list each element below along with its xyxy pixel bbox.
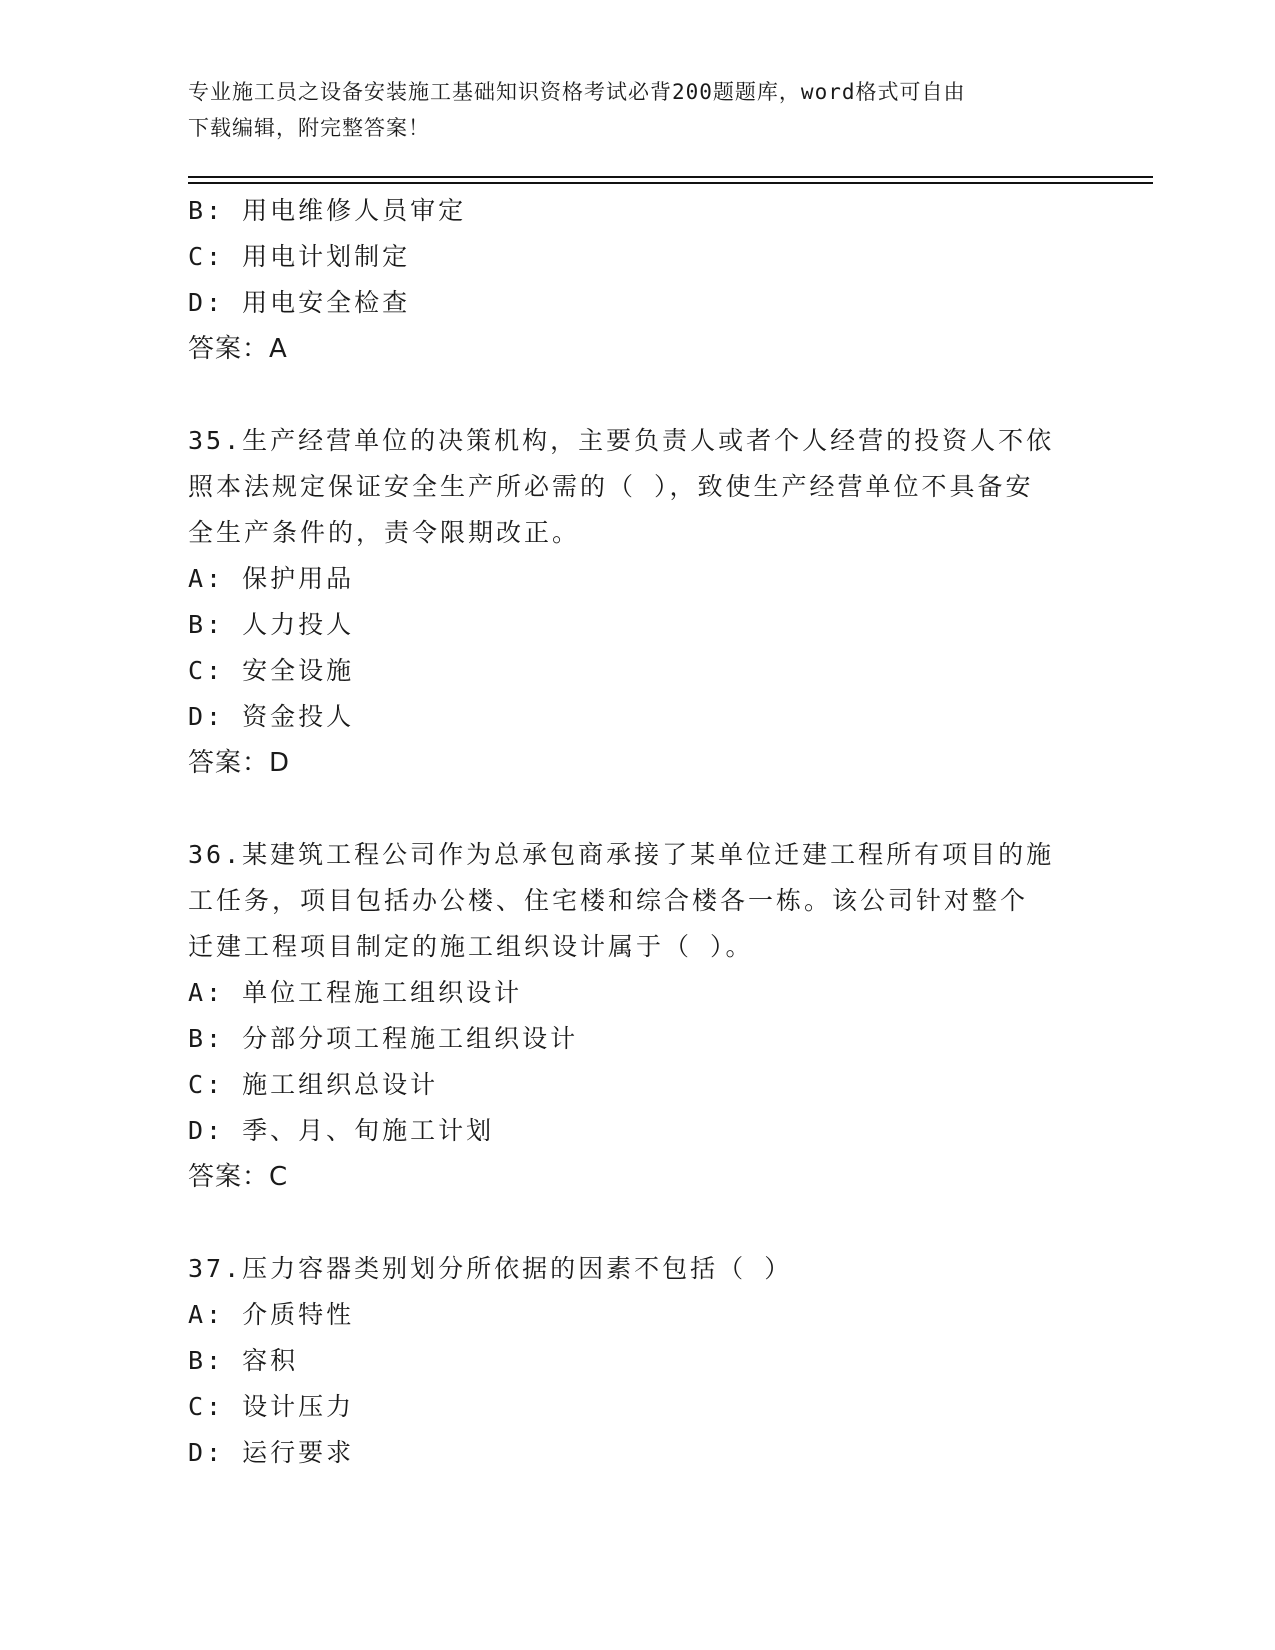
option-c: C: 安全设施	[188, 656, 355, 685]
option-b: B: 分部分项工程施工组织设计	[188, 1024, 579, 1053]
header-rule-top	[188, 176, 1153, 178]
option-d: D: 用电安全检查	[188, 288, 411, 317]
question-36	[188, 832, 1088, 1200]
option-b: B: 人力投人	[188, 610, 355, 639]
option-d: D: 运行要求	[188, 1438, 355, 1467]
header-line-2: 下载编辑，附完整答案！	[188, 116, 430, 140]
option-a: A: 保护用品	[188, 564, 355, 593]
option-d: D: 资金投人	[188, 702, 355, 731]
header-rule-bottom	[188, 182, 1153, 184]
question-stem-line: 37.压力容器类别划分所依据的因素不包括（ ）	[188, 1254, 793, 1283]
option-c: C: 设计压力	[188, 1392, 355, 1421]
question-stem-line: 35.生产经营单位的决策机构，主要负责人或者个人经营的投资人不依	[188, 426, 1055, 455]
question-content	[188, 188, 1088, 1476]
option-d: D: 季、月、旬施工计划	[188, 1116, 495, 1145]
answer-line: 答案：D	[188, 748, 291, 778]
question-stem-line: 迁建工程项目制定的施工组织设计属于（ ）。	[188, 932, 754, 961]
question-stem-line: 照本法规定保证安全生产所必需的（ ），致使生产经营单位不具备安	[188, 472, 1034, 501]
document-header	[188, 74, 1068, 146]
header-line-1: 专业施工员之设备安装施工基础知识资格考试必背200题题库，word格式可自由	[188, 80, 966, 104]
question-stem-line: 全生产条件的，责令限期改正。	[188, 518, 581, 547]
option-c: C: 用电计划制定	[188, 242, 411, 271]
option-a: A: 单位工程施工组织设计	[188, 978, 523, 1007]
option-a: A: 介质特性	[188, 1300, 355, 1329]
question-stem-line: 工任务，项目包括办公楼、住宅楼和综合楼各一栋。该公司针对整个	[188, 886, 1029, 915]
option-c: C: 施工组织总设计	[188, 1070, 439, 1099]
question-stem-line: 36.某建筑工程公司作为总承包商承接了某单位迁建工程所有项目的施	[188, 840, 1055, 869]
carryover-block	[188, 188, 1088, 372]
question-35	[188, 418, 1088, 786]
option-b: B: 用电维修人员审定	[188, 196, 467, 225]
question-37	[188, 1246, 1088, 1476]
option-b: B: 容积	[188, 1346, 299, 1375]
answer-line: 答案：C	[188, 1162, 289, 1192]
answer-line: 答案：A	[188, 334, 288, 364]
